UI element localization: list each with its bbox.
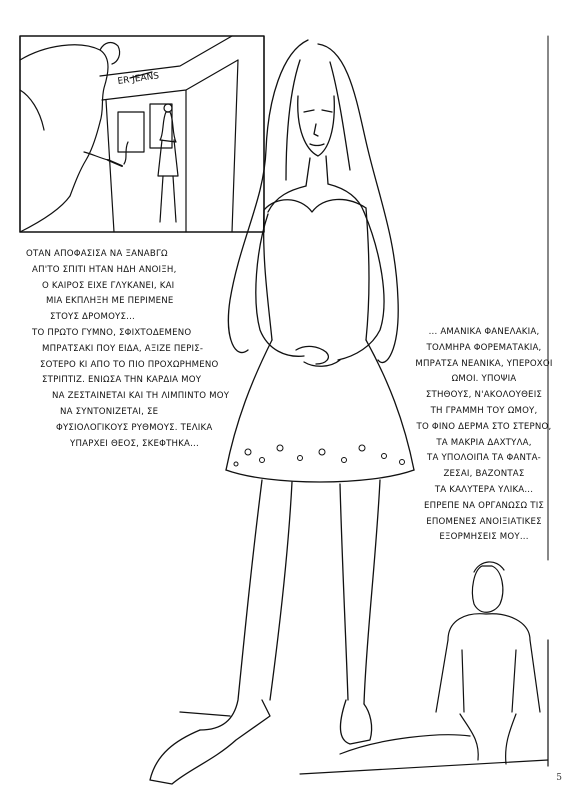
caption-line: ΥΠΑΡΧΕΙ ΘΕΟΣ, ΣΚΕΦΤΗΚΑ...: [70, 438, 199, 449]
caption-line: ΣΤΗΘΟΥΣ, Ν'ΑΚΟΛΟΥΘΕΙΣ: [425, 390, 543, 401]
page-number: 5: [556, 773, 562, 783]
caption-line: ΕΠΟΜΕΝΕΣ ΑΝΟΙΞΙΑΤΙΚΕΣ: [426, 516, 542, 527]
caption-line: ΩΜΟΙ. ΥΠΟΨΙΑ: [451, 374, 517, 385]
skirt-lace-pattern: [234, 445, 405, 466]
caption-line: ΤΟΛΜΗΡΑ ΦΟΡΕΜΑΤΑΚΙΑ,: [426, 342, 542, 353]
caption-line: ΤΗ ΓΡΑΜΜΗ ΤΟΥ ΩΜΟΥ,: [430, 405, 538, 416]
caption-line: ΝΑ ΣΥΝΤΟΝΙΖΕΤΑΙ, ΣΕ: [60, 406, 159, 417]
caption-line: ΤΑ ΥΠΟΛΟΙΠΑ ΤΑ ΦΑΝΤΑ-: [427, 453, 541, 464]
caption-line: ΣΤΡΙΠΤΙΖ. ΕΝΙΩΣΑ ΤΗΝ ΚΑΡΔΙΑ ΜΟΥ: [42, 375, 202, 386]
walking-woman-small: [158, 104, 178, 222]
caption-left: [26, 247, 229, 452]
caption-line: ΖΕΣΑΙ, ΒΑΖΟΝΤΑΣ: [443, 469, 525, 480]
caption-line: ΜΙΑ ΕΚΠΛΗΞΗ ΜΕ ΠΕΡΙΜΕΝΕ: [46, 296, 174, 307]
caption-line: ΟΤΑΝ ΑΠΟΦΑΣΙΣΑ ΝΑ ΞΑΝΑΒΓΩ: [26, 249, 168, 259]
caption-line: ΝΑ ΖΕΣΤΑΙΝΕΤΑΙ ΚΑΙ ΤΗ ΛΙΜΠΙΝΤΟ ΜΟΥ: [52, 391, 230, 402]
storefront-sign: ER JEANS: [117, 71, 160, 87]
caption-line: ΜΠΡΑΤΣΑΚΙ ΠΟΥ ΕΙΔΑ, ΑΞΙΖΕ ΠΕΡΙΣ-: [42, 343, 204, 354]
caption-line: Ο ΚΑΙΡΟΣ ΕΙΧΕ ΓΛΥΚΑΝΕΙ, ΚΑΙ: [42, 280, 175, 291]
caption-line: ΣΤΟΥΣ ΔΡΟΜΟΥΣ...: [50, 312, 135, 323]
caption-line: ΦΥΣΙΟΛΟΓΙΚΟΥΣ ΡΥΘΜΟΥΣ. ΤΕΛΙΚΑ: [56, 422, 213, 433]
caption-line: ΤΑ ΚΑΛΥΤΕΡΑ ΥΛΙΚΑ...: [434, 484, 534, 495]
caption-line: ΣΟΤΕΡΟ ΚΙ ΑΠΟ ΤΟ ΠΙΟ ΠΡΟΧΩΡΗΜΕΝΟ: [40, 359, 219, 370]
caption-line: ΑΠ'ΤΟ ΣΠΙΤΙ ΗΤΑΝ ΗΔΗ ΑΝΟΙΞΗ,: [32, 264, 177, 275]
caption-line: ΕΠΡΕΠΕ ΝΑ ΟΡΓΑΝΩΣΩ ΤΙΣ: [423, 500, 545, 511]
storefront: [100, 36, 238, 232]
caption-right: [400, 325, 568, 546]
caption-line: ΜΠΡΑΤΣΑ ΝΕΑΝΙΚΑ, ΥΠΕΡΟΧΟΙ: [415, 358, 553, 369]
top-panel: [20, 36, 264, 232]
caption-line: ... ΑΜΑΝΙΚΑ ΦΑΝΕΛΑΚΙΑ,: [428, 327, 540, 337]
caption-line: ΤΟ ΦΙΝΟ ΔΕΡΜΑ ΣΤΟ ΣΤΕΡΝΟ,: [416, 421, 552, 432]
caption-line: ΤΑ ΜΑΚΡΙΑ ΔΑΧΤΥΛΑ,: [436, 437, 532, 448]
caption-line: ΤΟ ΠΡΩΤΟ ΓΥΜΝΟ, ΣΦΙΧΤΟΔΕΜΕΝΟ: [32, 327, 192, 338]
sitting-man-figure: [300, 562, 548, 774]
caption-line: ΕΞΟΡΜΗΣΕΙΣ ΜΟΥ...: [439, 532, 529, 543]
